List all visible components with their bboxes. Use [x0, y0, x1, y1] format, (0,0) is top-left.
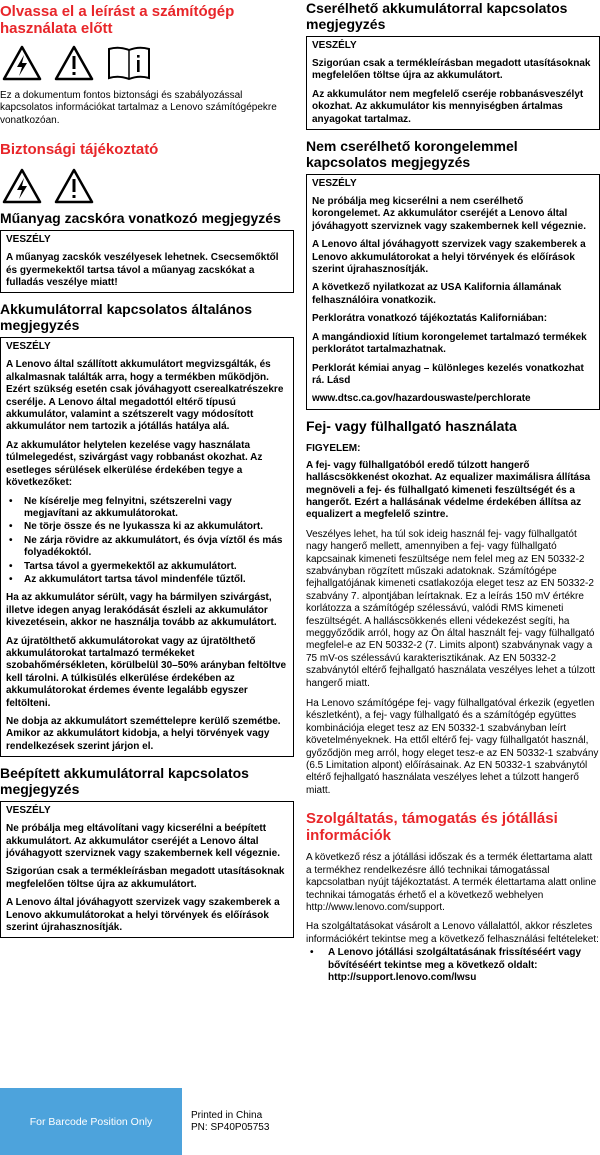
headphone-p1: Veszélyes lehet, ha túl sok ideig használ fej- vagy fülhallgatót nagy hangerő mellett, amennyiben a fej- vagy fülhallgató kapcsainak kimeneti feszültsége nem felel meg az EN 50332-2 szabványban rögzített műszaki adatoknak. Számítógépe fejhallgatójának kimeneti csatlakozója eleget tesz az EN 50332-2 szabvány 7. alpontjában leírtaknak. Ez a leírás 150 mV értékre korlátozza a számítógép szélessávú, valódi RMS kimeneti feszültségét. A halláscsökkenés elleni védekezést segíti, ha meggyőződik arról, hogy az Ön által használt fej- vagy fülhallgató megfelel-e az EN 50332-2 (7. Limits alpont) szabványnak vagy a 75 mV-os szélessávú karakterisztikának. Az EN 50332-2 szabványtól eltérő fejhallgató használata veszélyes lehet a túlzott hangerő miatt. [306, 528, 596, 689]
battery-general-heading: Akkumulátorral kapcsolatos általános megjegyzés [0, 301, 253, 334]
safety-icons [2, 168, 294, 204]
list-item[interactable]: • A Lenovo jótállási szolgáltatásának frissítéséért vagy bővítéséért tekintse meg a következő oldalt: http://support.lenovo.com/lwsu [306, 947, 600, 984]
replaceable-heading: Cserélhető akkumulátorral kapcsolatos megjegyzés [306, 0, 568, 32]
headphone-heading: Fej- vagy fülhallgató használata [306, 417, 517, 434]
manual-info-icon [106, 45, 152, 81]
perchlorate-link[interactable]: www.dtsc.ca.gov/hazardouswaste/perchlorate [312, 393, 531, 405]
document-title: Olvassa el a leírást a számítógép használata előtt [0, 3, 235, 37]
builtin-danger-box [0, 801, 294, 938]
danger-label: VESZÉLY [6, 234, 51, 246]
coin-p1: Ne próbálja meg kicserélni a nem cserélhető korongelemet. Az akkumulátor cseréjét a Lenovo által jóváhagyott szerviznek vagy szakembernek kell végeznie. [312, 196, 587, 232]
electric-hazard-icon [2, 168, 42, 204]
plastic-heading: Műanyag zacskóra vonatkozó megjegyzés [0, 210, 281, 227]
danger-label: VESZÉLY [312, 40, 357, 51]
coin-p2: A Lenovo által jóváhagyott szervizek vagy szakemberek a Lenovo akkumulátorokat a helyi törvények és előírások szerint újrahasznosítják. [312, 239, 586, 276]
danger-label: VESZÉLY [6, 805, 51, 817]
battery-general-p1: A Lenovo által szállított akkumulátort megvizsgálták, és alkalmasnak találták arra, hogy a termékben működjön. Ezért szükség esetén csak jóváhagyott cserealkatrészekre cserélje. A Lenovo által megadottól eltérő típusú akkumulátor, valamint a szétszerelt vagy módosított akkumulátor nem tartozik a jótállás hatálya alá. [6, 359, 284, 433]
danger-label: VESZÉLY [312, 178, 357, 190]
plastic-text: A műanyag zacskók veszélyesek lehetnek. Csecsemőktől és gyermekektől tartsa távol a műanyag zacskókat a fulladás veszélye miatt! [6, 252, 279, 289]
plastic-danger-box [0, 230, 294, 293]
part-number: PN: SP40P05753 [191, 1122, 270, 1133]
coin-p6: Perklorát kémiai anyag – különleges kezelés vonatkozhat rá. Lásd [312, 362, 584, 386]
replaceable-p1: Szigorúan csak a termékleírásban megadott utasításoknak megfelelően töltse újra az akkumulátort. [312, 58, 591, 82]
builtin-heading: Beépített akkumulátorral kapcsolatos megjegyzés [0, 765, 249, 798]
warning-icons [2, 45, 294, 81]
battery-general-p4: Az újratölthető akkumulátorokat vagy az újratölthető akkumulátorokat tartalmazó termékeket szobahőmérsékleten, körülbelül 30–50% arányban feltöltve kell tárolni. A túlkisülés elkerülése érdekében az akkumulátorokat érdemes évente legalább egyszer feltölteni. [6, 635, 287, 709]
coin-heading: Nem cserélhető korongelemmel kapcsolatos megjegyzés [306, 138, 518, 171]
barcode-placeholder: For Barcode Position Only [0, 1088, 182, 1155]
electric-hazard-icon [2, 45, 42, 81]
safety-title: Biztonsági tájékoztató [0, 141, 159, 159]
service-title: Szolgáltatás, támogatás és jótállási információk [306, 810, 558, 845]
battery-general-p3: Ha az akkumulátor sérült, vagy ha bármilyen szivárgást, illetve idegen anyag lerakódását észleli az akkumulátor kivezetésein, akkor ne használja tovább az akkumulátort. [6, 592, 277, 629]
list-item: • Ne törje össze és ne lyukassza ki az akkumulátort. [6, 521, 288, 533]
warning-icon [54, 45, 94, 81]
list-item: • Az akkumulátort tartsa távol mindenféle tűztől. [6, 574, 288, 586]
print-info [191, 1110, 269, 1134]
printed-in: Printed in China [191, 1110, 263, 1121]
battery-general-p5: Ne dobja az akkumulátort szeméttelepre kerülő szemétbe. Amikor az akkumulátort kidobja, a helyi törvények vagy rendelkezések szerint járjon el. [6, 716, 281, 752]
coin-p3: A következő nyilatkozat az USA Kalifornia államának felhasználóira vonatkozik. [312, 282, 562, 306]
coin-danger-box [306, 174, 600, 410]
service-p1: A következő rész a jótállási időszak és a termék élettartama alatt a termékhez rendelkezésre álló technikai támogatással kapcsolatban nyújt tájékoztatást. A termék élettartama alatt online technikai támogatás érhető el a következő webhelyen http://www.lenovo.com/support. [306, 852, 597, 913]
service-list [306, 947, 600, 984]
coin-p4: Perklorátra vonatkozó tájékoztatás Kaliforniában: [312, 313, 548, 325]
builtin-p3: A Lenovo által jóváhagyott szervizek vagy szakemberek a Lenovo akkumulátorokat a helyi törvények és előírások szerint újrahasznosítják. [6, 897, 280, 934]
list-item: • Tartsa távol a gyermekektől az akkumulátort. [6, 561, 288, 573]
battery-general-list [6, 496, 288, 587]
right-column [306, 0, 600, 984]
battery-general-danger-box [0, 337, 294, 757]
list-item: • Ne zárja rövidre az akkumulátort, és óvja víztől és más folyadékoktól. [6, 535, 288, 560]
headphone-caution-text: A fej- vagy fülhallgatóból eredő túlzott hangerő halláscsökkenést okozhat. Az equalizer maximálisra állítása megnöveli a fej- és fülhallgató kimeneti feszültségét és a hangerőt. Ezért a hallásának védelme érdekében állítsa az equalizert a megfelelő szintre. [306, 459, 591, 521]
coin-p5: A mangándioxid lítium korongelemet tartalmazó termékek perklorátot tartalmazhatnak. [312, 331, 587, 356]
intro-text: Ez a dokumentum fontos biztonsági és szabályozással kapcsolatos információkat tartalmaz a Lenovo számítógépekre vonatkozóan. [0, 90, 277, 126]
battery-general-p2: Az akkumulátor helytelen kezelése vagy használata túlmelegedést, szivárgást vagy robbanást okozhat. Az esetleges sérülések elkerülése érdekében tegye a következőket: [6, 439, 263, 489]
builtin-p1: Ne próbálja meg eltávolítani vagy kicserélni a beépített akkumulátort. Az akkumulátor cseréjét a Lenovo által jóváhagyott szerviznek vagy szakembernek kell végeznie. [6, 823, 281, 860]
builtin-p2: Szigorúan csak a termékleírásban megadott utasításoknak megfelelően töltse újra az akkumulátort. [6, 866, 285, 890]
headphone-p2: Ha Lenovo számítógépe fej- vagy fülhallgatóval érkezik (egyetlen készletként), a fej- vagy fülhallgató és a számítógép együttes kombinációja eleget tesz az EN 50332-1 szabványban leírt követelményeknek. Ha ettől eltérő fej- vagy fülhallgatót használ, győződjön meg arról, hogy eleget tesz-e az EN 50332-1 szabvány (6.5 Limitation alpont) előírásainak. Az EN 50332-1 szabványtól eltérő fejhallgató használata veszélyes lehet a túlzott hangerő miatt. [306, 698, 599, 796]
service-p2: Ha szolgáltatásokat vásárolt a Lenovo vállalattól, akkor részletes információkért tekintse meg a következő felhasználási feltételeket: [306, 921, 599, 945]
replaceable-p2: Az akkumulátor nem megfelelő cseréje robbanásveszélyt okozhat. Az akkumulátor kis mennyiségben ártalmas anyagokat tartalmaz. [312, 88, 584, 125]
warning-icon [54, 168, 94, 204]
caution-label: FIGYELEM: [306, 442, 361, 454]
danger-label: VESZÉLY [6, 341, 51, 353]
left-column [0, 0, 294, 938]
list-item: • Ne kísérelje meg felnyitni, szétszerelni vagy megjavítani az akkumulátorokat. [6, 496, 288, 521]
replaceable-danger-box [306, 36, 600, 130]
